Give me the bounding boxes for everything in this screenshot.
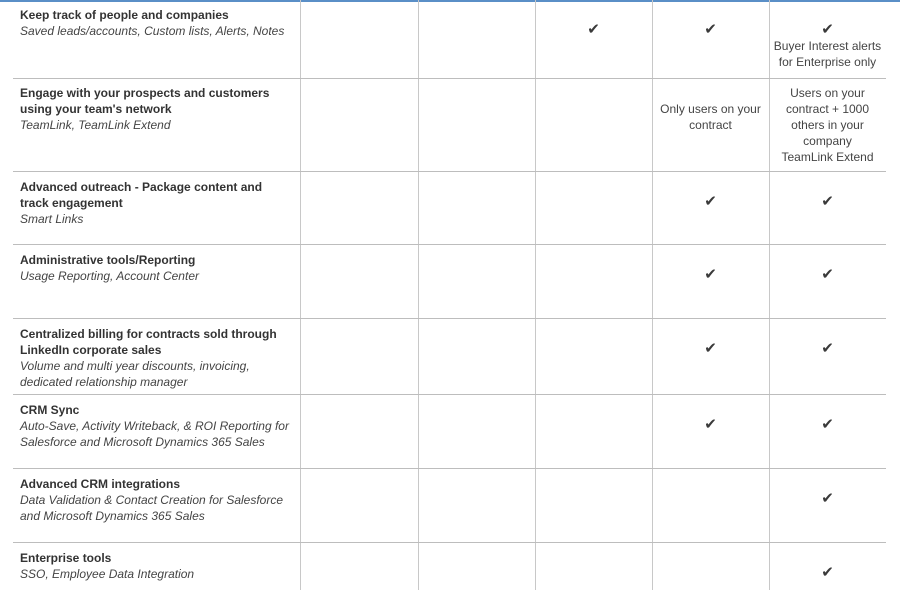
feature-title: Enterprise tools [20,551,112,565]
table-row-network [0,79,900,172]
table-row-tracking [0,0,900,79]
plan-cell-4 [652,193,769,210]
table-row-outreach [0,172,900,245]
table-row-billing [0,319,900,395]
feature-cell [20,179,292,227]
feature-cell [20,326,292,390]
plan-cell-5 [769,416,886,433]
checkmark-icon: ✔ [821,193,834,210]
plan-cell-4 [652,340,769,357]
plan-cell-4 [652,21,769,38]
checkmark-icon: ✔ [821,416,834,433]
feature-subtitle: Usage Reporting, Account Center [20,269,199,283]
plan-note: Users on your contract + 1000 others in your company TeamLink Extend [781,86,874,164]
feature-cell [20,252,292,284]
plan-cell-3 [535,21,652,38]
checkmark-icon: ✔ [587,21,600,38]
plan-cell-4 [652,416,769,433]
plan-cell-5 [769,564,886,581]
plan-cell-5 [769,266,886,283]
checkmark-icon: ✔ [704,340,717,357]
feature-subtitle: Data Validation & Contact Creation for Salesforce and Microsoft Dynamics 365 Sales [20,493,284,523]
checkmark-icon: ✔ [821,564,834,581]
feature-subtitle: Saved leads/accounts, Custom lists, Alerts, Notes [20,24,285,38]
checkmark-icon: ✔ [704,266,717,283]
plan-cell-4 [652,266,769,283]
feature-title: CRM Sync [20,403,80,417]
checkmark-icon: ✔ [704,193,717,210]
feature-title: Engage with your prospects and customers using your team's network [20,86,270,116]
checkmark-icon: ✔ [821,21,834,38]
checkmark-icon: ✔ [821,266,834,283]
feature-cell [20,550,292,582]
feature-cell [20,7,292,39]
feature-title: Advanced outreach - Package content and track engagement [20,180,263,210]
plan-cell-5 [769,340,886,357]
checkmark-icon: ✔ [704,416,717,433]
feature-cell [20,85,292,133]
table-row-enterprise [0,543,900,590]
plan-cell-5 [769,490,886,507]
plan-cell-5 [769,21,886,70]
feature-subtitle: Smart Links [20,212,84,226]
plan-cell-5 [769,85,886,165]
checkmark-icon: ✔ [821,490,834,507]
feature-subtitle: Auto-Save, Activity Writeback, & ROI Reporting for Salesforce and Microsoft Dynamics 365 Sales [20,419,289,449]
plan-note: Only users on your contract [660,102,761,132]
feature-subtitle: Volume and multi year discounts, invoicing, dedicated relationship manager [20,359,250,389]
feature-title: Keep track of people and companies [20,8,229,22]
plan-cell-4 [652,101,769,133]
plan-note: Buyer Interest alerts for Enterprise only [773,39,882,69]
plan-cell-5 [769,193,886,210]
checkmark-icon: ✔ [821,340,834,357]
table-row-crm-sync [0,395,900,469]
feature-title: Advanced CRM integrations [20,477,181,491]
feature-subtitle: TeamLink, TeamLink Extend [20,118,171,132]
feature-title: Centralized billing for contracts sold through LinkedIn corporate sales [20,327,277,357]
table-row-crm-integrations [0,469,900,543]
checkmark-icon: ✔ [704,21,717,38]
feature-cell [20,476,292,524]
feature-title: Administrative tools/Reporting [20,253,196,267]
table-row-admin [0,245,900,319]
feature-subtitle: SSO, Employee Data Integration [20,567,195,581]
feature-cell [20,402,292,450]
